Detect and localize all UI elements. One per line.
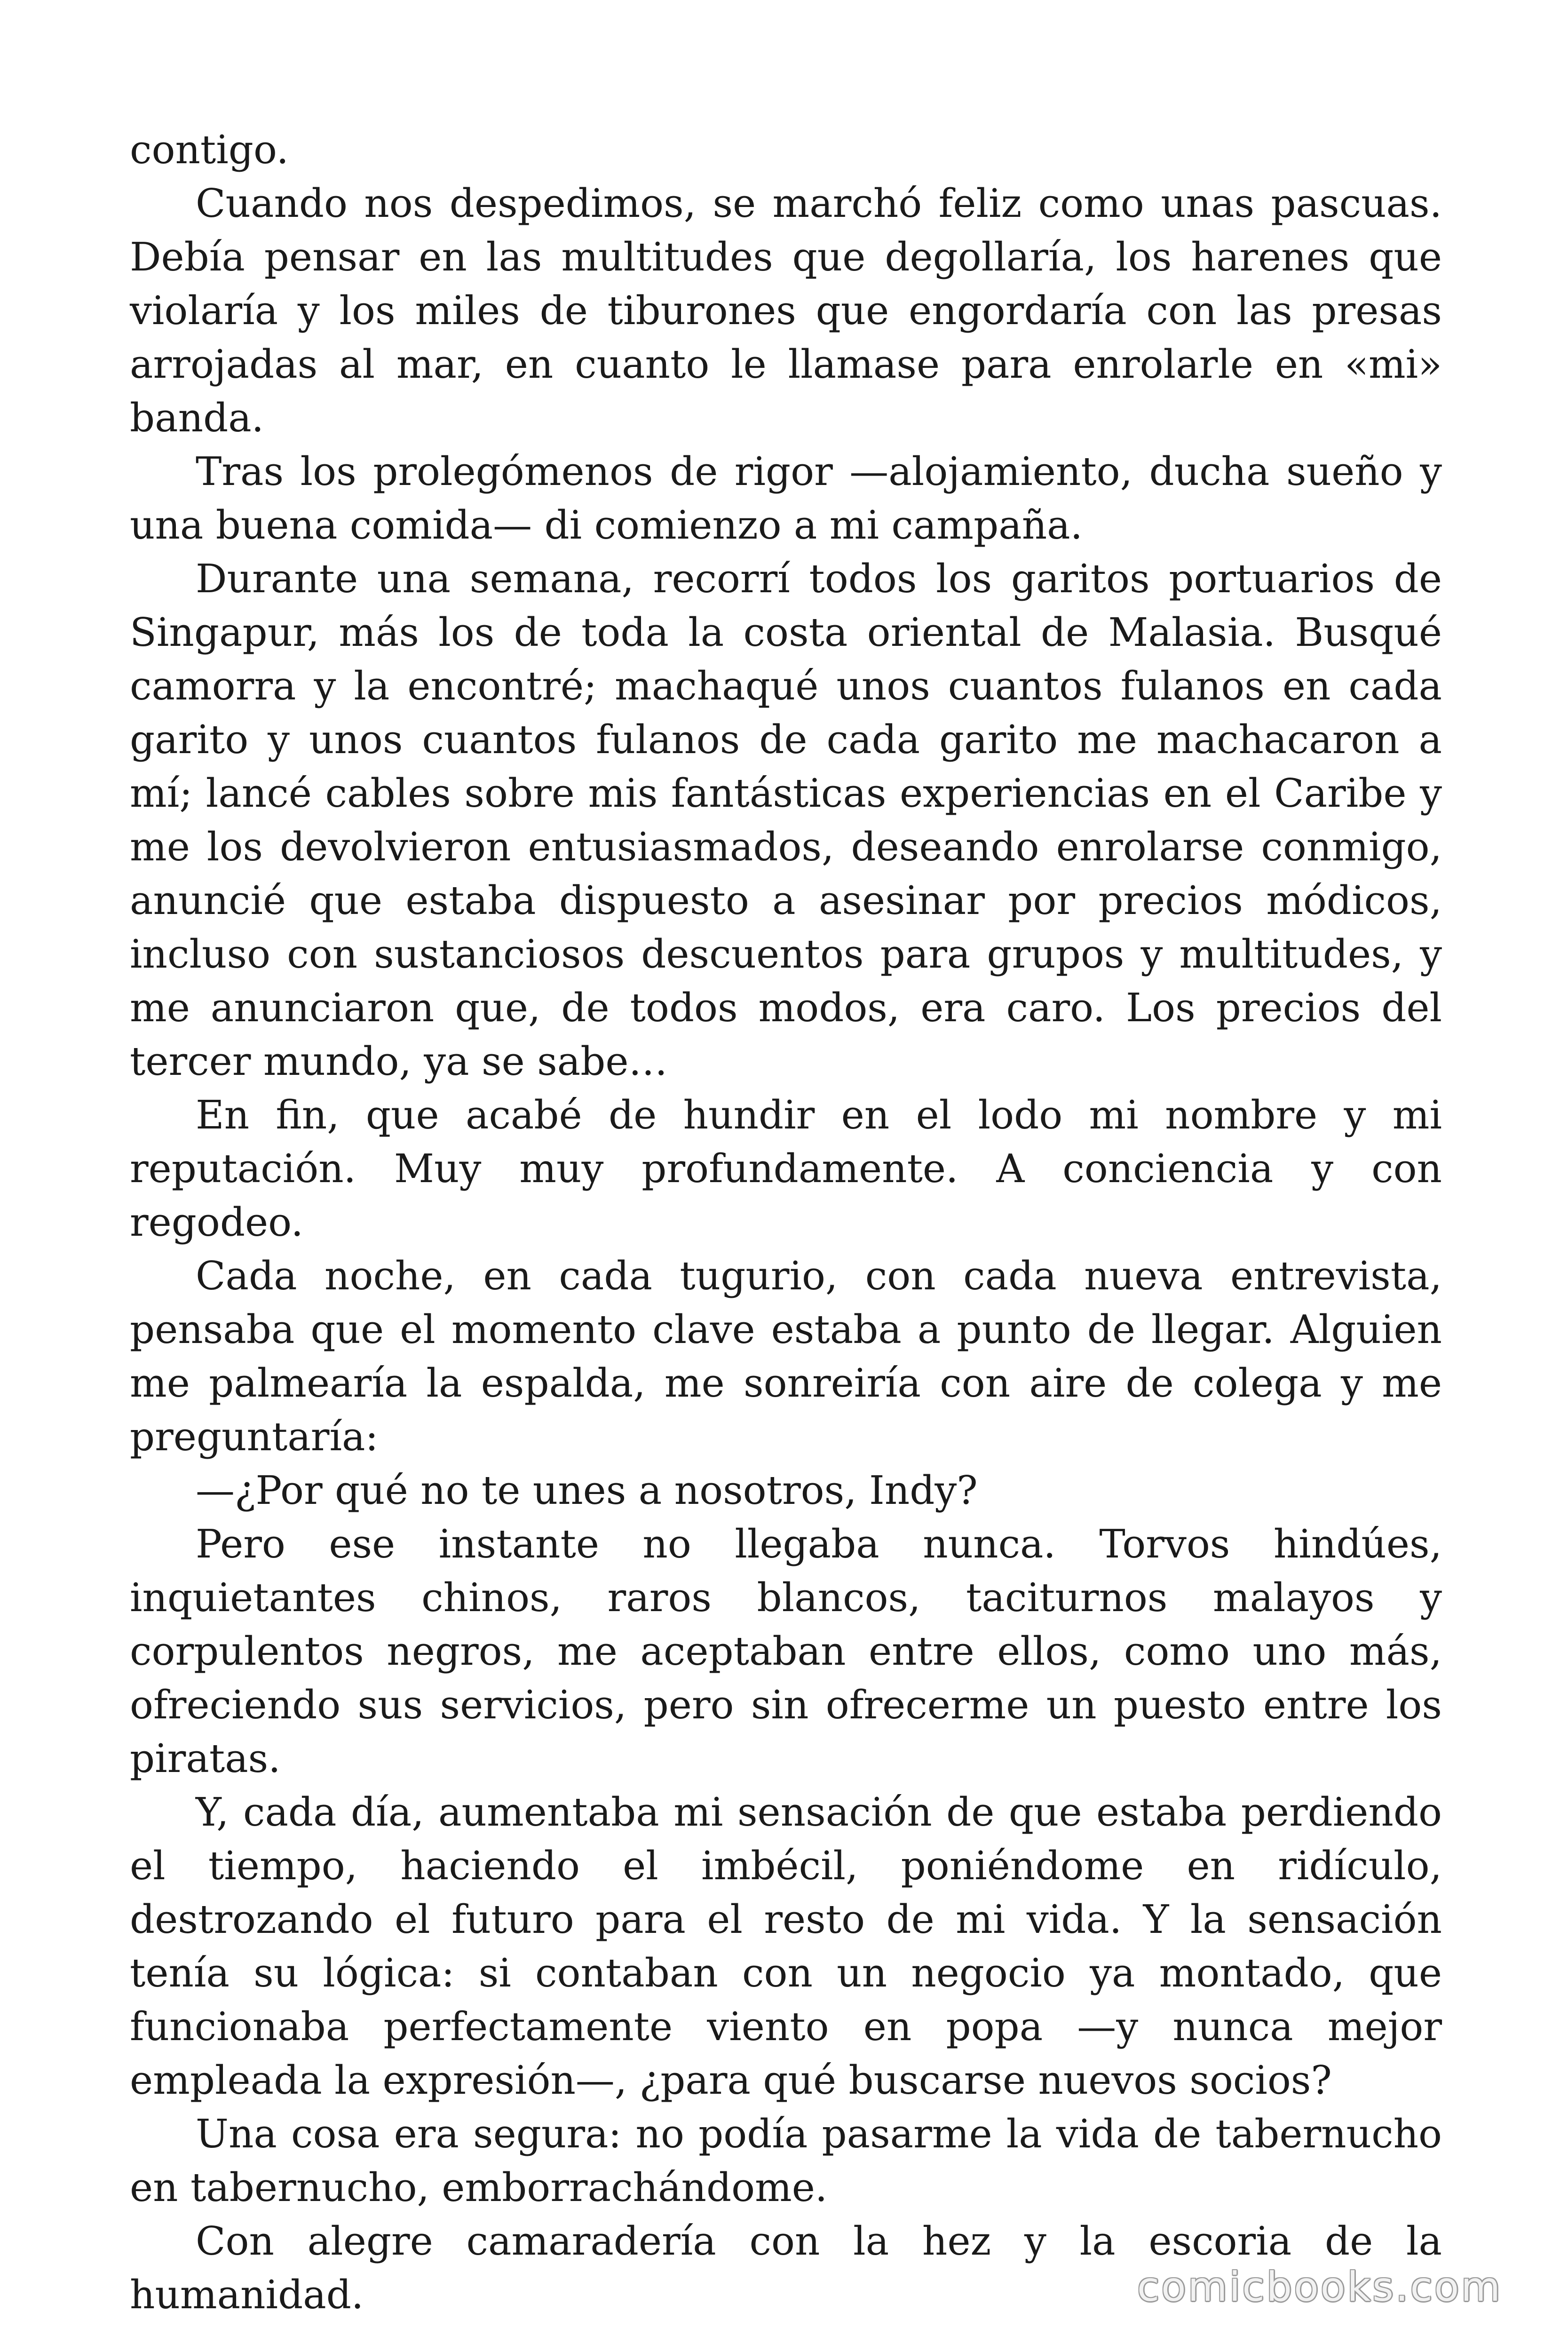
paragraph-9: Y, cada día, aumentaba mi sensación de que estaba perdiendo el tiempo, haciendo el imbécil, poniéndome en ridículo, destrozando el futuro para el resto de mi vida. Y la sensación tenía su lógica: si contaban con un negocio ya montado, que funcionaba perfectamente viento en popa —y nunca mejor empleada la expresión—, ¿para qué buscarse nuevos socios? [130, 1789, 1442, 2103]
paragraph-6: Cada noche, en cada tugurio, con cada nueva entrevista, pensaba que el momento clave estaba a punto de llegar. Alguien me palmearía la espalda, me sonreiría con aire de colega y me preguntaría: [130, 1253, 1442, 1460]
paragraph-1: contigo. [130, 127, 289, 173]
page-body [130, 123, 1442, 2322]
paragraph-2: Cuando nos despedimos, se marchó feliz como unas pascuas. Debía pensar en las multitudes que degollaría, los harenes que violaría y los miles de tiburones que engordaría con las presas arrojadas al mar, en cuanto le llamase para enrolarle en «mi» banda. [130, 181, 1442, 441]
paragraph-10: Una cosa era segura: no podía pasarme la vida de tabernucho en tabernucho, emborrachándome. [130, 2111, 1442, 2210]
paragraph-11: Con alegre camaradería con la hez y la escoria de la humanidad. [130, 2218, 1442, 2318]
paragraph-4: Durante una semana, recorrí todos los garitos portuarios de Singapur, más los de toda la costa oriental de Malasia. Busqué camorra y la encontré; machaqué unos cuantos fulanos en cada garito y unos cuantos fulanos de cada garito me machacaron a mí; lancé cables sobre mis fantásticas experiencias en el Caribe y me los devolvieron entusiasmados, deseando enrolarse conmigo, anuncié que estaba dispuesto a asesinar por precios módicos, incluso con sustanciosos descuentos para grupos y multitudes, y me anunciaron que, de todos modos, era caro. Los precios del tercer mundo, ya se sabe… [130, 556, 1442, 1084]
paragraph-5: En fin, que acabé de hundir en el lodo mi nombre y mi reputación. Muy muy profundamente. A conciencia y con regodeo. [130, 1092, 1442, 1245]
paragraph-7: —¿Por qué no te unes a nosotros, Indy? [196, 1468, 978, 1513]
paragraph-3: Tras los prolegómenos de rigor —alojamiento, ducha sueño y una buena comida— di comienzo a mi campaña. [130, 449, 1442, 548]
watermark: comicbooks.com [1137, 2264, 1502, 2311]
paragraph-8: Pero ese instante no llegaba nunca. Torvos hindúes, inquietantes chinos, raros blancos, taciturnos malayos y corpulentos negros, me aceptaban entre ellos, como uno más, ofreciendo sus servicios, pero sin ofrecerme un puesto entre los piratas. [130, 1521, 1442, 1781]
